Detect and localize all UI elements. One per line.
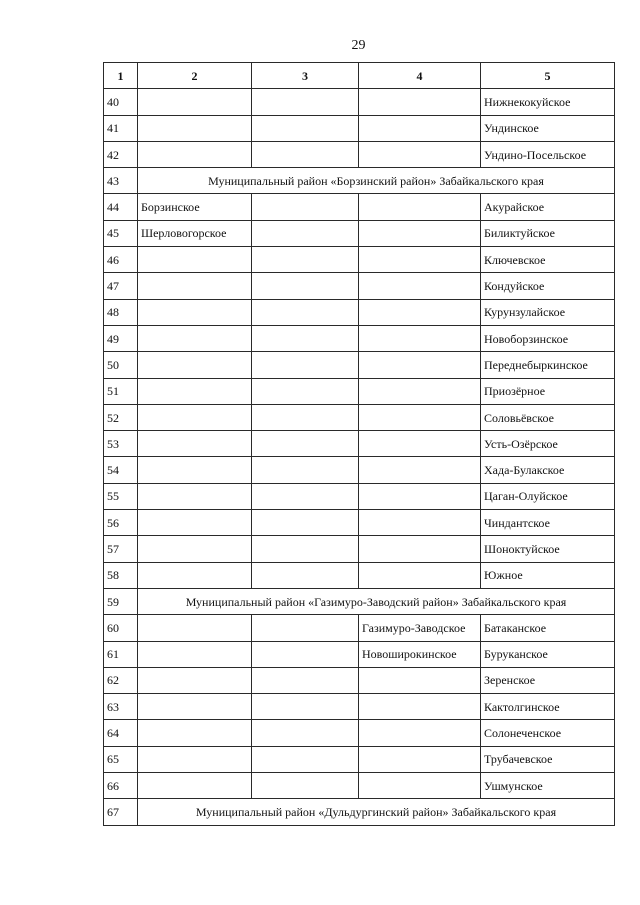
cell-col-5: Чиндантское xyxy=(481,510,615,536)
row-number: 63 xyxy=(104,694,138,720)
cell-col-2 xyxy=(138,483,252,509)
cell-col-4: Новоширокинское xyxy=(359,641,481,667)
cell-col-5: Ушмунское xyxy=(481,773,615,799)
cell-col-5: Усть-Озёрское xyxy=(481,431,615,457)
table-row xyxy=(104,273,615,299)
table-row xyxy=(104,510,615,536)
cell-col-2 xyxy=(138,352,252,378)
cell-col-4 xyxy=(359,89,481,115)
table-row xyxy=(104,220,615,246)
row-number: 65 xyxy=(104,746,138,772)
cell-col-5: Новоборзинское xyxy=(481,325,615,351)
cell-col-2 xyxy=(138,694,252,720)
cell-col-4 xyxy=(359,115,481,141)
cell-col-3 xyxy=(252,247,359,273)
header-col-4: 4 xyxy=(359,63,481,89)
cell-col-3 xyxy=(252,194,359,220)
table-row xyxy=(104,562,615,588)
cell-col-2: Шерловогорское xyxy=(138,220,252,246)
table-row xyxy=(104,694,615,720)
cell-col-4 xyxy=(359,404,481,430)
row-number: 62 xyxy=(104,667,138,693)
header-col-1: 1 xyxy=(104,63,138,89)
table-row xyxy=(104,641,615,667)
header-row xyxy=(104,63,615,89)
cell-col-4 xyxy=(359,720,481,746)
row-number: 44 xyxy=(104,194,138,220)
cell-col-2 xyxy=(138,720,252,746)
cell-col-5: Акурайское xyxy=(481,194,615,220)
row-number: 43 xyxy=(104,168,138,194)
table-row xyxy=(104,536,615,562)
cell-col-3 xyxy=(252,773,359,799)
header-col-2: 2 xyxy=(138,63,252,89)
cell-col-3 xyxy=(252,325,359,351)
page-number: 29 xyxy=(351,38,366,53)
cell-col-5: Курунзулайское xyxy=(481,299,615,325)
row-number: 57 xyxy=(104,536,138,562)
row-number: 56 xyxy=(104,510,138,536)
row-number: 60 xyxy=(104,615,138,641)
table-row xyxy=(104,773,615,799)
cell-col-4 xyxy=(359,457,481,483)
cell-col-3 xyxy=(252,536,359,562)
table-row xyxy=(104,483,615,509)
cell-col-3 xyxy=(252,378,359,404)
row-number: 46 xyxy=(104,247,138,273)
cell-col-5: Ундино-Посельское xyxy=(481,141,615,167)
row-number: 66 xyxy=(104,773,138,799)
table-row xyxy=(104,378,615,404)
table-row xyxy=(104,247,615,273)
cell-col-5: Биликтуйское xyxy=(481,220,615,246)
cell-col-3 xyxy=(252,431,359,457)
table-row xyxy=(104,431,615,457)
cell-col-4 xyxy=(359,562,481,588)
settlements-table xyxy=(103,62,615,826)
cell-col-3 xyxy=(252,694,359,720)
row-number: 50 xyxy=(104,352,138,378)
cell-col-2 xyxy=(138,457,252,483)
row-number: 58 xyxy=(104,562,138,588)
row-number: 45 xyxy=(104,220,138,246)
cell-col-2 xyxy=(138,247,252,273)
cell-col-2 xyxy=(138,141,252,167)
cell-col-3 xyxy=(252,457,359,483)
cell-col-3 xyxy=(252,615,359,641)
row-number: 61 xyxy=(104,641,138,667)
table-row xyxy=(104,720,615,746)
table-row xyxy=(104,299,615,325)
cell-col-5: Переднебыркинское xyxy=(481,352,615,378)
cell-col-4 xyxy=(359,325,481,351)
cell-col-3 xyxy=(252,352,359,378)
cell-col-3 xyxy=(252,115,359,141)
cell-col-2 xyxy=(138,641,252,667)
cell-col-5: Ундинское xyxy=(481,115,615,141)
row-number: 59 xyxy=(104,588,138,614)
cell-col-3 xyxy=(252,483,359,509)
cell-col-3 xyxy=(252,562,359,588)
cell-col-3 xyxy=(252,510,359,536)
cell-col-5: Приозёрное xyxy=(481,378,615,404)
table-body xyxy=(104,89,615,825)
table-row xyxy=(104,141,615,167)
cell-col-5: Соловьёвское xyxy=(481,404,615,430)
cell-col-3 xyxy=(252,273,359,299)
cell-col-2 xyxy=(138,299,252,325)
cell-col-2 xyxy=(138,773,252,799)
row-number: 51 xyxy=(104,378,138,404)
cell-col-2 xyxy=(138,667,252,693)
cell-col-3 xyxy=(252,404,359,430)
cell-col-5: Солонеченское xyxy=(481,720,615,746)
district-row xyxy=(104,799,615,825)
cell-col-4 xyxy=(359,510,481,536)
row-number: 64 xyxy=(104,720,138,746)
table-row xyxy=(104,194,615,220)
row-number: 54 xyxy=(104,457,138,483)
header-col-3: 3 xyxy=(252,63,359,89)
cell-col-3 xyxy=(252,141,359,167)
row-number: 67 xyxy=(104,799,138,825)
table-row xyxy=(104,404,615,430)
cell-col-4 xyxy=(359,746,481,772)
cell-col-5: Трубачевское xyxy=(481,746,615,772)
cell-col-4 xyxy=(359,141,481,167)
cell-col-5: Южное xyxy=(481,562,615,588)
table-row xyxy=(104,89,615,115)
cell-col-5: Ключевское xyxy=(481,247,615,273)
cell-col-4 xyxy=(359,694,481,720)
cell-col-2 xyxy=(138,615,252,641)
cell-col-4: Газимуро-Заводское xyxy=(359,615,481,641)
row-number: 40 xyxy=(104,89,138,115)
cell-col-4 xyxy=(359,299,481,325)
cell-col-2 xyxy=(138,404,252,430)
cell-col-2 xyxy=(138,562,252,588)
cell-col-5: Зеренское xyxy=(481,667,615,693)
cell-col-3 xyxy=(252,299,359,325)
cell-col-4 xyxy=(359,483,481,509)
cell-col-3 xyxy=(252,220,359,246)
cell-col-4 xyxy=(359,352,481,378)
district-heading: Муниципальный район «Дульдургинский район» Забайкальского края xyxy=(138,799,615,825)
cell-col-5: Шоноктуйское xyxy=(481,536,615,562)
table-row xyxy=(104,115,615,141)
cell-col-4 xyxy=(359,667,481,693)
cell-col-2 xyxy=(138,115,252,141)
cell-col-5: Кактолгинское xyxy=(481,694,615,720)
row-number: 42 xyxy=(104,141,138,167)
table-row xyxy=(104,746,615,772)
table-row xyxy=(104,667,615,693)
district-heading: Муниципальный район «Борзинский район» Забайкальского края xyxy=(138,168,615,194)
row-number: 53 xyxy=(104,431,138,457)
table-row xyxy=(104,457,615,483)
header-col-5: 5 xyxy=(481,63,615,89)
row-number: 41 xyxy=(104,115,138,141)
cell-col-3 xyxy=(252,667,359,693)
cell-col-3 xyxy=(252,746,359,772)
cell-col-2 xyxy=(138,510,252,536)
cell-col-4 xyxy=(359,220,481,246)
district-heading: Муниципальный район «Газимуро-Заводский район» Забайкальского края xyxy=(138,588,615,614)
cell-col-2 xyxy=(138,536,252,562)
cell-col-4 xyxy=(359,536,481,562)
cell-col-3 xyxy=(252,641,359,667)
cell-col-2 xyxy=(138,89,252,115)
row-number: 52 xyxy=(104,404,138,430)
row-number: 48 xyxy=(104,299,138,325)
cell-col-4 xyxy=(359,247,481,273)
cell-col-4 xyxy=(359,431,481,457)
cell-col-3 xyxy=(252,720,359,746)
cell-col-4 xyxy=(359,378,481,404)
cell-col-2: Борзинское xyxy=(138,194,252,220)
cell-col-2 xyxy=(138,378,252,404)
table-row xyxy=(104,325,615,351)
cell-col-5: Нижнекокуйское xyxy=(481,89,615,115)
cell-col-2 xyxy=(138,273,252,299)
cell-col-5: Цаган-Олуйское xyxy=(481,483,615,509)
cell-col-2 xyxy=(138,325,252,351)
cell-col-2 xyxy=(138,431,252,457)
table-header xyxy=(104,63,615,89)
table-row xyxy=(104,352,615,378)
cell-col-4 xyxy=(359,273,481,299)
cell-col-5: Хада-Булакское xyxy=(481,457,615,483)
row-number: 49 xyxy=(104,325,138,351)
district-row xyxy=(104,588,615,614)
cell-col-5: Батаканское xyxy=(481,615,615,641)
cell-col-4 xyxy=(359,773,481,799)
cell-col-5: Буруканское xyxy=(481,641,615,667)
table-row xyxy=(104,615,615,641)
cell-col-5: Кондуйское xyxy=(481,273,615,299)
row-number: 55 xyxy=(104,483,138,509)
district-row xyxy=(104,168,615,194)
row-number: 47 xyxy=(104,273,138,299)
cell-col-3 xyxy=(252,89,359,115)
cell-col-2 xyxy=(138,746,252,772)
cell-col-4 xyxy=(359,194,481,220)
